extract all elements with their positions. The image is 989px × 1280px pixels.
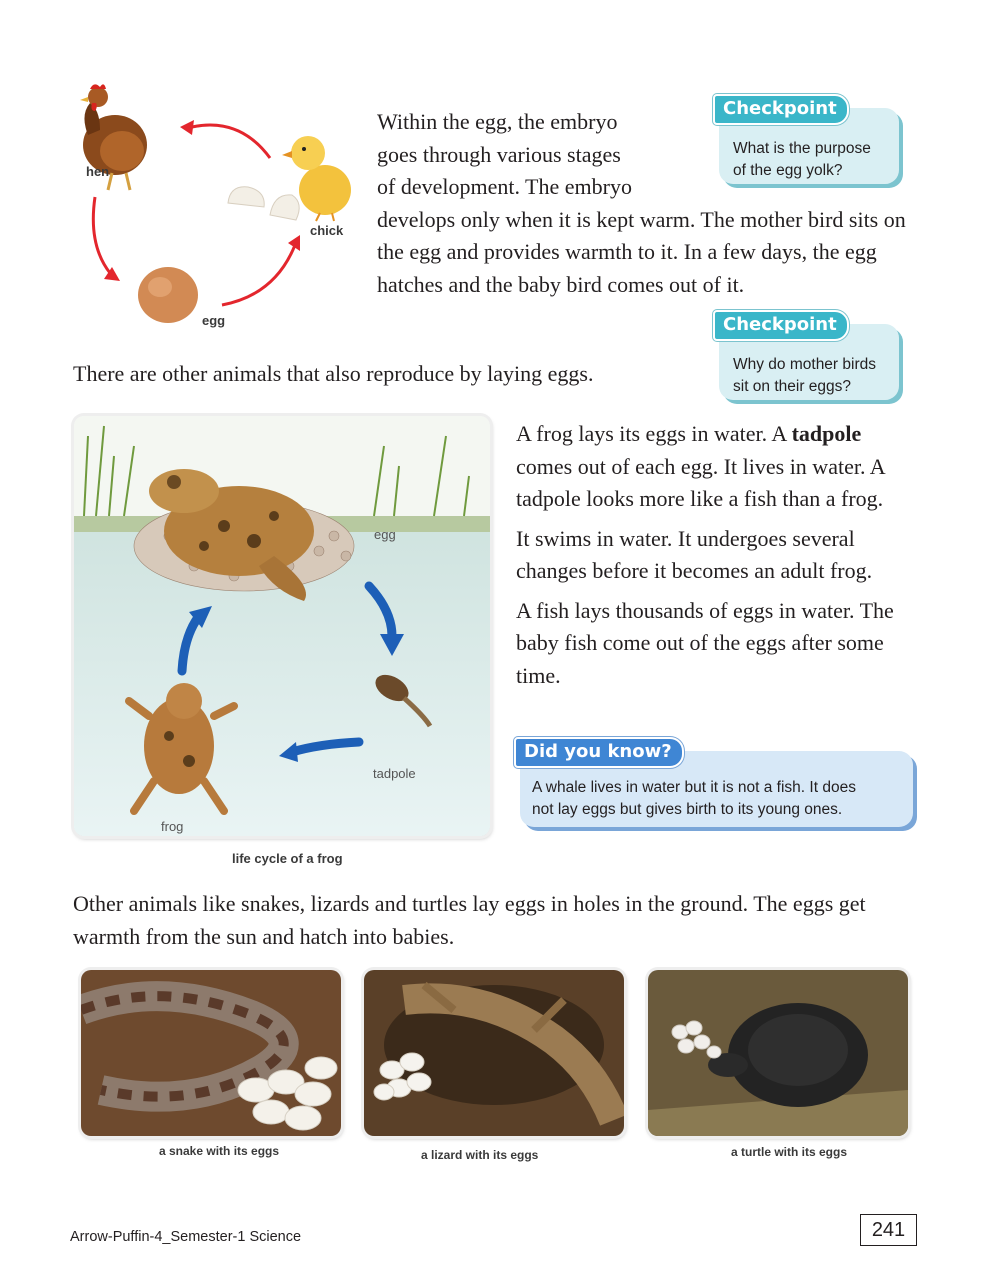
frog-text-column bbox=[516, 418, 906, 692]
lizard-illustration bbox=[364, 970, 624, 1136]
tadpole-label: tadpole bbox=[373, 766, 416, 781]
checkpoint-question-1 bbox=[733, 138, 871, 182]
lizard-photo bbox=[364, 970, 624, 1136]
egg-image bbox=[138, 267, 198, 323]
chick-image bbox=[228, 136, 351, 221]
frog-paragraph-start: A frog lays its eggs in water. A bbox=[516, 421, 792, 446]
intro-line-1: Within the egg, the embryo bbox=[377, 109, 618, 134]
snake-caption: a snake with its eggs bbox=[159, 1144, 280, 1158]
frog-label: frog bbox=[161, 819, 184, 834]
fish-paragraph: A fish lays thousands of eggs in water. The baby fish come out of the eggs after some time. bbox=[516, 597, 894, 688]
checkpoint-2-line-2: sit on their eggs? bbox=[733, 378, 852, 395]
hen-life-cycle-figure bbox=[70, 75, 370, 335]
did-you-know-box bbox=[520, 741, 913, 827]
snake-photo bbox=[81, 970, 341, 1136]
arrow-chick-to-hen bbox=[192, 125, 270, 158]
turtle-caption: a turtle with its eggs bbox=[731, 1145, 848, 1159]
tadpole-term: tadpole bbox=[791, 421, 862, 446]
lizard-caption: a lizard with its eggs bbox=[421, 1148, 539, 1162]
checkpoint-tag-1: Checkpoint bbox=[713, 94, 849, 125]
checkpoint-2-line-1: Why do mother birds bbox=[733, 356, 876, 373]
did-you-know-line-1: A whale lives in water but it is not a fish. It does bbox=[532, 779, 856, 796]
checkpoint-tag-2: Checkpoint bbox=[713, 310, 849, 341]
frog-life-cycle-figure bbox=[74, 416, 490, 836]
intro-line-2: goes through various stages bbox=[377, 141, 621, 167]
hen-cycle-illustration bbox=[70, 75, 370, 335]
frog-cycle-illustration bbox=[74, 416, 490, 836]
checkpoint-box-2 bbox=[719, 314, 899, 400]
arrow-egg-to-chick bbox=[222, 245, 295, 305]
did-you-know-tag: Did you know? bbox=[514, 737, 684, 768]
frog-paragraph bbox=[516, 418, 906, 516]
snake-illustration bbox=[81, 970, 341, 1136]
page-number: 241 bbox=[860, 1214, 917, 1246]
checkpoint-1-line-1: What is the purpose bbox=[733, 140, 871, 157]
other-animals-text: There are other animals that also reproduce by laying eggs. bbox=[73, 361, 594, 386]
hen-label: hen bbox=[86, 164, 110, 179]
ground-paragraph: Other animals like snakes, lizards and turtles lay eggs in holes in the ground. The eggs get warmth from the sun and hatch into babies. bbox=[73, 891, 866, 949]
checkpoint-box-1 bbox=[719, 98, 899, 184]
checkpoint-question-2 bbox=[733, 354, 876, 398]
chick-label: chick bbox=[310, 223, 344, 238]
swim-paragraph: It swims in water. It undergoes several changes before it becomes an adult frog. bbox=[516, 525, 873, 583]
frog-paragraph-end: comes out of each egg. It lives in water. A tadpole looks more like a fish than a frog. bbox=[516, 453, 885, 511]
intro-line-3: of development. The embryo bbox=[377, 174, 632, 199]
turtle-photo bbox=[648, 970, 908, 1136]
turtle-illustration bbox=[648, 970, 908, 1136]
arrow-hen-to-egg bbox=[93, 197, 110, 273]
frog-egg-label: egg bbox=[374, 527, 396, 542]
checkpoint-1-line-2: of the egg yolk? bbox=[733, 162, 843, 179]
frog-figure-caption: life cycle of a frog bbox=[232, 851, 343, 866]
intro-rest: develops only when it is kept warm. The mother bird sits on the egg and provides warmth to it. In a few days, the egg hatches and the baby bird comes out of it. bbox=[377, 206, 906, 297]
footer-book-title: Arrow-Puffin-4_Semester-1 Science bbox=[70, 1229, 302, 1245]
did-you-know-text bbox=[532, 777, 856, 821]
did-you-know-line-2: not lay eggs but gives birth to its young ones. bbox=[532, 801, 843, 818]
egg-label: egg bbox=[202, 313, 226, 328]
